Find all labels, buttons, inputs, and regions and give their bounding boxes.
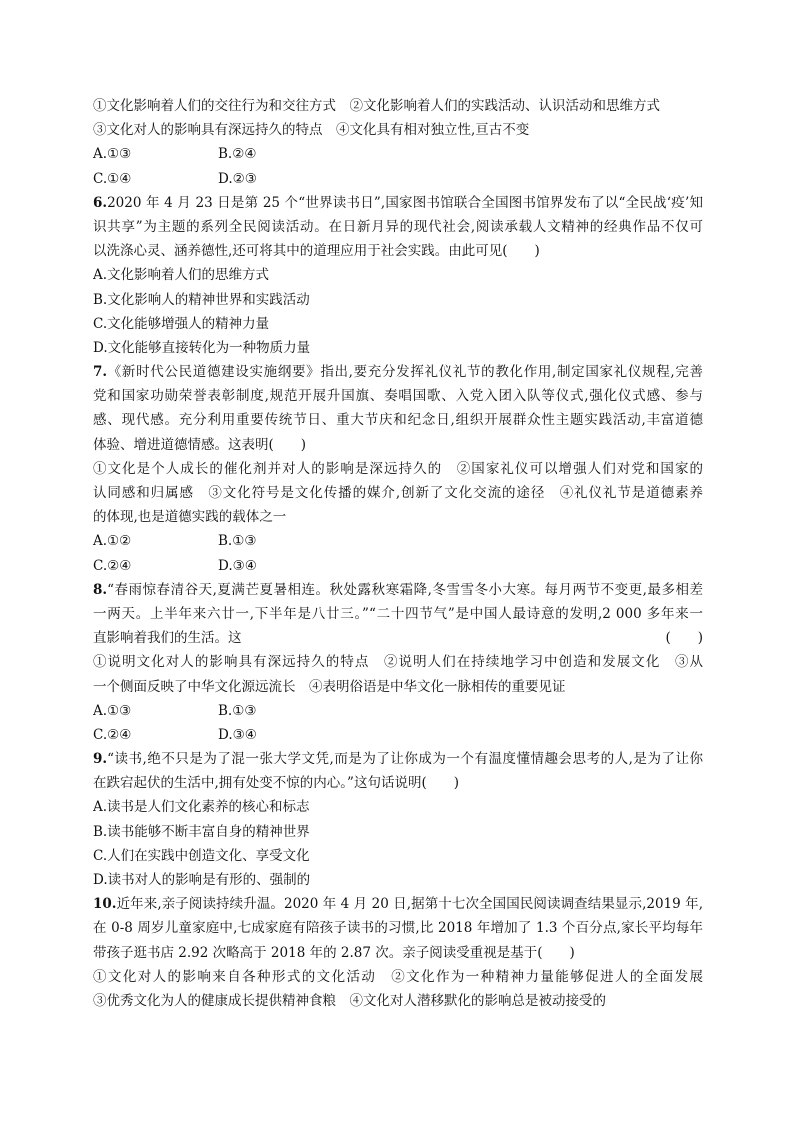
question-10 xyxy=(93,892,703,1013)
statement-line: ①文化对人的影响来自各种形式的文化活动 ②文化作为一种精神力量能够促进人的全面发展 xyxy=(93,968,703,985)
option-b: B.文化影响人的精神世界和实践活动 xyxy=(93,291,310,308)
statement-line: ①文化影响着人们的交往行为和交往方式 ②文化影响着人们的实践活动、认识活动和思维方式 xyxy=(93,98,660,114)
choice-a: A.①③ xyxy=(93,146,132,163)
stem-text: 近年来,亲子阅读持续升温。2020 年 4 月 20 日,据第十七次全国国民阅读调查结果显示,2019 年, xyxy=(116,896,703,913)
choice-row xyxy=(93,723,703,747)
choice-b: B.①③ xyxy=(218,533,257,550)
choice-c: C.②④ xyxy=(93,557,132,574)
statement-line: 认同感和归属感 ③文化符号是文化传播的媒介,创新了文化交流的途径 ④礼仪礼节是道德素养 xyxy=(93,485,703,501)
question-stem-line xyxy=(93,892,703,916)
option-a: A.文化影响着人们的思维方式 xyxy=(93,267,270,284)
option-d: D.文化能够直接转化为一种物质力量 xyxy=(93,339,311,356)
question-stem-line: 在跌宕起伏的生活中,拥有处变不惊的内心。”这句话说明( ) xyxy=(93,775,459,792)
choice-row xyxy=(93,167,703,191)
question-6 xyxy=(93,191,703,360)
statement-line: ①文化是个人成长的催化剂并对人的影响是深远持久的 ②国家礼仪可以增强人们对党和国家的 xyxy=(93,460,703,477)
question-9 xyxy=(93,747,703,892)
stem-text: 《新时代公民道德建设实施纲要》指出,要充分发挥礼仪礼节的教化作用,制定国家礼仪规程,完善 xyxy=(107,364,703,381)
choice-c: C.①④ xyxy=(93,170,132,187)
choice-a: A.①③ xyxy=(93,702,132,719)
option-c: C.文化能够增强人的精神力量 xyxy=(93,315,270,332)
answer-paren: ( ) xyxy=(665,630,703,647)
question-stem-line: 以洗涤心灵、涵养德性,还可将其中的道理应用于社会实践。由此可见( ) xyxy=(93,243,540,260)
statement-line: ③优秀文化为人的健康成长提供精神食粮 ④文化对人潜移默化的影响总是被动接受的 xyxy=(93,992,606,1009)
question-stem-line xyxy=(93,191,703,215)
exam-page xyxy=(93,94,703,1013)
question-number: 8. xyxy=(93,581,108,598)
question-7 xyxy=(93,360,703,578)
choice-row xyxy=(93,529,703,553)
choice-b: B.①③ xyxy=(218,702,257,719)
question-8 xyxy=(93,578,703,747)
choice-b: B.②④ xyxy=(218,146,257,163)
statement-line: 的体现,也是道德实践的载体之一 xyxy=(93,509,287,526)
statement-line: 一个侧面反映了中华文化源远流长 ④表明俗语是中华文化一脉相传的重要见证 xyxy=(93,678,566,695)
choice-c: C.②④ xyxy=(93,726,132,743)
option-b: B.读书能够不断丰富自身的精神世界 xyxy=(93,823,310,840)
question-stem-line xyxy=(93,360,703,384)
choice-d: D.②③ xyxy=(218,170,257,187)
choice-row xyxy=(93,142,703,166)
stem-text: “春雨惊春清谷天,夏满芒夏暑相连。秋处露秋寒霜降,冬雪雪冬小大寒。每月两节不变更,最多相差 xyxy=(107,581,703,598)
statement-line: ③文化对人的影响具有深远持久的特点 ④文化具有相对独立性,亘古不变 xyxy=(93,122,530,139)
question-number: 7. xyxy=(93,364,108,381)
option-c: C.人们在实践中创造文化、享受文化 xyxy=(93,847,310,864)
question-stem-line: 带孩子逛书店 2.92 次略高于 2018 年的 2.87 次。亲子阅读受重视是基于( ) xyxy=(93,944,575,961)
stem-text: “读书,绝不只是为了混一张大学文凭,而是为了让你成为一个有温度懂情趣会思考的人,是为了让你 xyxy=(107,751,703,768)
question-number: 6. xyxy=(93,194,108,211)
choice-d: D.③④ xyxy=(218,726,257,743)
question-stem-line: 一两天。上半年来六廿一,下半年是八廿三。”“二十四节气”是中国人最诗意的发明,2 000 多年来一 xyxy=(93,605,703,622)
choice-d: D.③④ xyxy=(218,557,257,574)
choice-a: A.①② xyxy=(93,533,132,550)
question-stem-line: 识共享”为主题的系列全民阅读活动。在日新月异的现代社会,阅读承载人文精神的经典作品不仅可 xyxy=(93,218,703,235)
stem-text: 2020 年 4 月 23 日是第 25 个“世界读书日”,国家图书馆联合全国图书馆界发布了以“全民战‘疫’知 xyxy=(107,194,703,211)
statement-line: ①说明文化对人的影响具有深远持久的特点 ②说明人们在持续地学习中创造和发展文化 ③从 xyxy=(93,654,703,671)
stem-text: 直影响着我们的生活。这 xyxy=(93,630,242,647)
question-stem-line xyxy=(93,578,703,602)
question-number: 10. xyxy=(93,896,117,913)
choice-row xyxy=(93,554,703,578)
option-a: A.读书是人们文化素养的核心和标志 xyxy=(93,799,310,816)
question-stem-line: 在 0-8 周岁儿童家庭中,七成家庭有陪孩子读书的习惯,比 2018 年增加了 1.3 个百分点,家长平均每年 xyxy=(93,920,703,937)
choice-row xyxy=(93,699,703,723)
question-stem-line: 感、现代感。充分利用重要传统节日、重大节庆和纪念日,组织开展群众性主题实践活动,丰富道德 xyxy=(93,412,703,429)
question-stem-line: 体验、增进道德情感。这表明( ) xyxy=(93,436,307,453)
question-5-tail xyxy=(93,94,703,191)
question-number: 9. xyxy=(93,751,108,768)
option-d: D.读书对人的影响是有形的、强制的 xyxy=(93,872,311,888)
question-stem-line xyxy=(93,747,703,771)
question-stem-line: 党和国家功勋荣誉表彰制度,规范开展升国旗、奏唱国歌、入党入团入队等仪式,强化仪式感、参与 xyxy=(93,388,703,405)
question-stem-line xyxy=(93,626,703,650)
